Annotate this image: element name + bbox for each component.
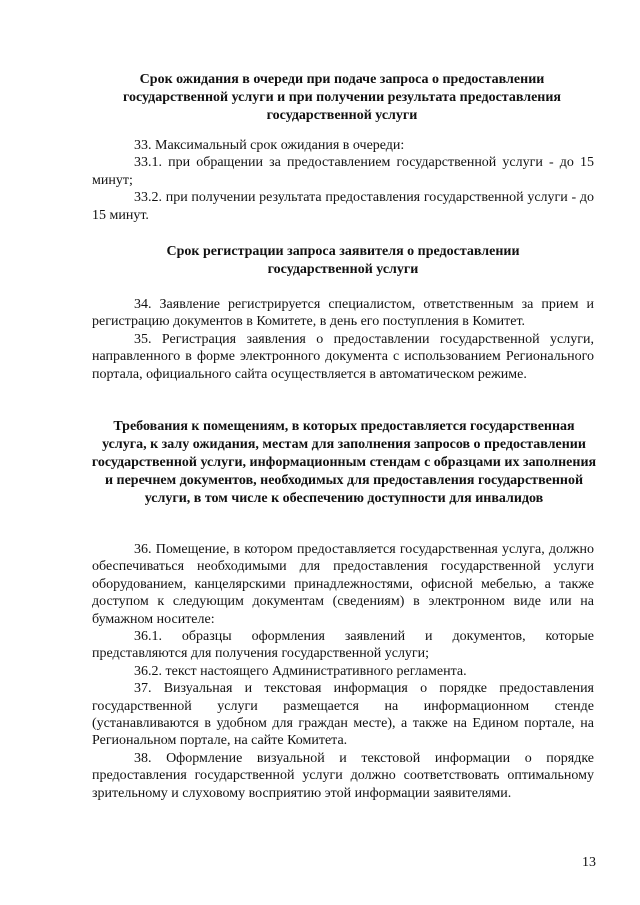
paragraph-37: 37. Визуальная и текстовая информация о порядке предоставления государственной услуги размещается на информационном стенде (устанавливаются в удобном для граждан месте), а также на Едином портале, на Региональном портале, на сайте Комитета. [92, 681, 594, 749]
section-heading-premises: Требования к помещениям, в которых предоставляется государственная услуга, к залу ожидания, местам для заполнения запросов о предоставлении государственной услуги, информационным стендам с образцами их заполнения и перечнем документов, необходимых для предоставления государственной услуги, в том числе к обеспечению доступности для инвалидов [91, 419, 597, 506]
section-heading-registration: Срок регистрации запроса заявителя о предоставлении государственной услуги [166, 244, 520, 277]
paragraph-36-1: 36.1. образцы оформления заявлений и документов, которые представляются для получения государственной услуги; [92, 629, 594, 662]
paragraph-36-2: 36.2. текст настоящего Административного регламента. [134, 663, 467, 679]
paragraph-33-2: 33.2. при получении результата предоставления государственной услуги - до 15 минут. [92, 190, 594, 223]
paragraph-38: 38. Оформление визуальной и текстовой информации о порядке предоставления государственной услуги должно соответствовать оптимальному зрительному и слуховому восприятию этой информации заявителями. [92, 750, 594, 801]
paragraph-33-1: 33.1. при обращении за предоставлением государственной услуги - до 15 минут; [92, 155, 594, 188]
paragraph-36: 36. Помещение, в котором предоставляется государственная услуга, должно обеспечиваться необходимыми для предоставления государственной услуги оборудованием, канцелярскими принадлежностями, офисной мебелью, а также доступом к следующим документам (сведениям) в электронном виде или на бумажном носителе: [92, 542, 594, 627]
page-number: 13 [582, 855, 596, 870]
paragraph-33: 33. Максимальный срок ожидания в очереди: [134, 138, 405, 153]
section-heading-queue-time: Срок ожидания в очереди при подаче запроса о предоставлении государственной услуги и при получении результата предоставления государственной услуги [123, 72, 561, 123]
paragraph-35: 35. Регистрация заявления о предоставлении государственной услуги, направленного в форме электронного документа с использованием Регионального портала, официального сайта осуществляется в автоматическом режиме. [92, 331, 594, 382]
paragraph-34: 34. Заявление регистрируется специалистом, ответственным за прием и регистрацию документов в Комитете, в день его поступления в Комитет. [92, 297, 594, 330]
section-body-premises [92, 541, 594, 802]
section-body-queue-time [92, 137, 594, 224]
section-body-registration [92, 296, 594, 383]
